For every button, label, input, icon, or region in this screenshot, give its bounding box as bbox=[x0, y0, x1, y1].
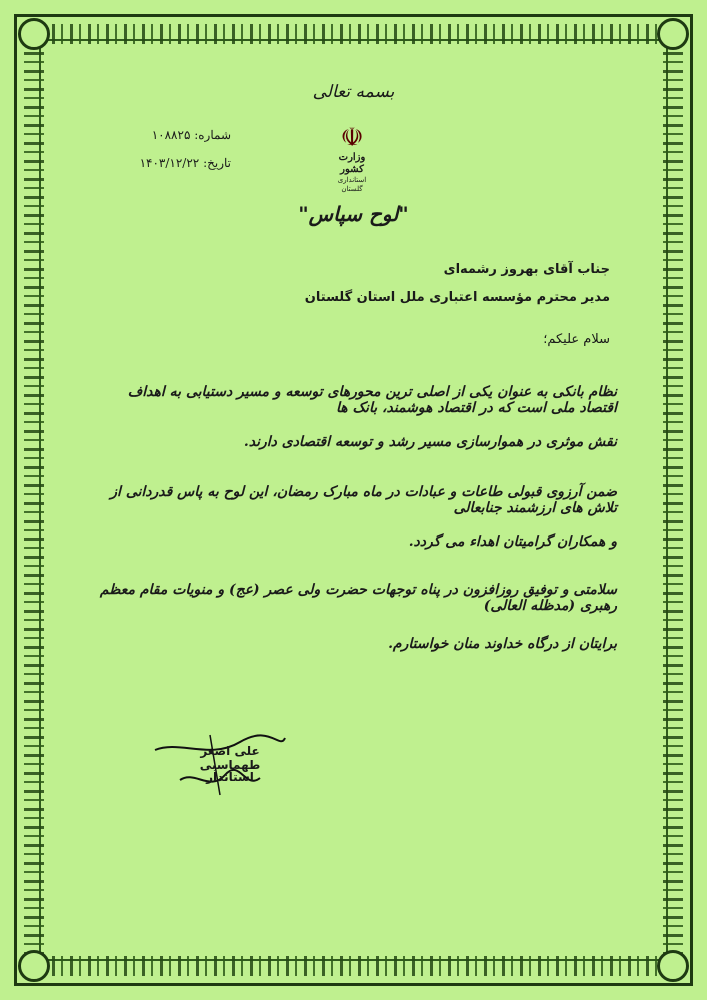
iran-emblem-icon: ☫ bbox=[340, 123, 364, 153]
greeting: سلام علیکم؛ bbox=[543, 332, 610, 347]
letter-date bbox=[140, 156, 231, 170]
letter-date-value: ۱۴۰۳/۱۲/۲۲ bbox=[139, 156, 200, 170]
signatory-role: استاندار bbox=[206, 770, 254, 784]
recipient-title: مدیر محترم مؤسسه اعتباری ملل استان گلستان bbox=[304, 290, 610, 305]
page-title: "لوح سپاس" bbox=[298, 202, 409, 226]
body-line: و همکاران گرامیتان اهداء می گردد. bbox=[408, 534, 617, 550]
body-line: نظام بانکی به عنوان یکی از اصلی ترین محورهای توسعه و مسیر دستیابی به اهداف اقتصاد ملی است که در اقتصاد هوشمند، بانک ها bbox=[127, 384, 617, 416]
basmala: بسمه تعالی bbox=[312, 82, 395, 102]
recipient-name: جناب آقای بهروز رشمه‌ای bbox=[443, 262, 610, 277]
letter-date-label: تاریخ: bbox=[203, 156, 231, 170]
body-line: ضمن آرزوی قبولی طاعات و عبادات در ماه مبارک رمضان، این لوح به پاس قدردانی از تلاش های ارزشمند جنابعالی bbox=[110, 484, 617, 516]
body-line: سلامتی و توفیق روزافزون در پناه توجهات حضرت ولی عصر (عج) و منویات مقام معظم رهبری (مدظله العالی) bbox=[99, 582, 617, 614]
letter-number-value: ۱۰۸۸۲۵ bbox=[151, 128, 191, 142]
body-line: نقش موثری در هموارسازی مسیر رشد و توسعه اقتصادی دارند. bbox=[243, 434, 617, 450]
ministry-header bbox=[332, 124, 372, 194]
signatory-name: علی اصغر طهماسبی bbox=[199, 744, 261, 772]
ministry-subtitle: استانداری گلستان bbox=[337, 176, 367, 193]
ministry-name: وزارت کشور bbox=[338, 152, 366, 175]
letter-number bbox=[152, 128, 231, 142]
body-line: برایتان از درگاه خداوند منان خواستارم. bbox=[388, 636, 617, 652]
letter-number-label: شماره: bbox=[194, 128, 231, 142]
